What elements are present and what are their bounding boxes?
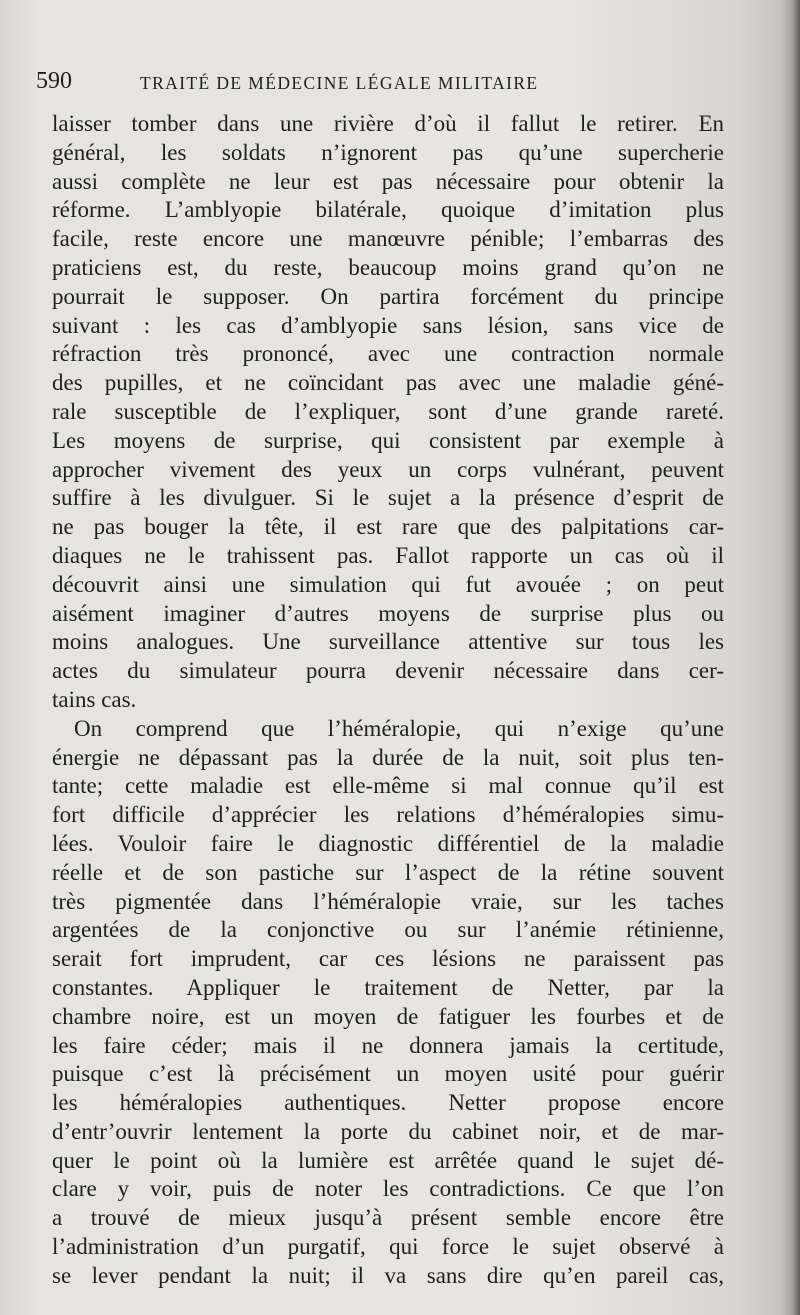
text-line: l’administration d’un purgatif, qui force le sujet observé à (52, 1234, 724, 1260)
text-line: aussi complète ne leur est pas nécessaire pour obtenir la (52, 168, 724, 194)
text-line: ne pas bouger la tête, il est rare que des palpitations car- (52, 514, 724, 540)
text-line: argentées de la conjonctive ou sur l’anémie rétinienne, (52, 917, 724, 943)
running-title: TRAITÉ DE MÉDECINE LÉGALE MILITAIRE (140, 73, 539, 93)
text-line: suffire à les divulguer. Si le sujet a la présence d’esprit de (52, 485, 724, 511)
text-line: les faire céder; mais il ne donnera jamais la certitude, (52, 1032, 724, 1058)
text-line: très pigmentée dans l’héméralopie vraie, sur les taches (52, 888, 724, 914)
text-line: d’entr’ouvrir lentement la porte du cabinet noir, et de mar- (52, 1118, 724, 1144)
text-line: général, les soldats n’ignorent pas qu’une supercherie (52, 139, 724, 165)
paragraph-end-line: tains cas. (52, 686, 137, 712)
text-line: a trouvé de mieux jusqu’à présent semble encore être (52, 1205, 724, 1231)
text-line: Les moyens de surprise, qui consistent par exemple à (52, 427, 724, 453)
text-line: pourrait le supposer. On partira forcément du principe (52, 283, 724, 309)
text-line: rale susceptible de l’expliquer, sont d’une grande rareté. (52, 398, 724, 424)
text-line: facile, reste encore une manœuvre pénible; l’embarras des (52, 226, 724, 252)
text-line: actes du simulateur pourra devenir nécessaire dans cer- (52, 658, 724, 684)
body-text (52, 110, 724, 1291)
text-line: les héméralopies authentiques. Netter propose encore (52, 1090, 724, 1116)
page-header (36, 64, 726, 98)
page-number: 590 (36, 68, 72, 94)
text-line: moins analogues. Une surveillance attentive sur tous les (52, 629, 724, 655)
text-line: réforme. L’amblyopie bilatérale, quoique d’imitation plus (52, 197, 724, 223)
text-line: découvrit ainsi une simulation qui fut avouée ; on peut (52, 571, 724, 597)
text-line: réelle et de son pastiche sur l’aspect de la rétine souvent (52, 859, 724, 885)
text-line: diaques ne le trahissent pas. Fallot rapporte un cas où il (52, 542, 724, 568)
text-line: suivant : les cas d’amblyopie sans lésion, sans vice de (52, 312, 724, 338)
text-line: fort difficile d’apprécier les relations d’héméralopies simu- (52, 802, 724, 828)
text-line: laisser tomber dans une rivière d’où il fallut le retirer. En (52, 111, 724, 136)
paragraph-start-line: On comprend que l’héméralopie, qui n’exige qu’une (74, 715, 724, 741)
text-line: constantes. Appliquer le traitement de Netter, par la (52, 974, 724, 1000)
text-line: se lever pendant la nuit; il va sans dire qu’en pareil cas, (52, 1262, 724, 1288)
text-line: clare y voir, puis de noter les contradictions. Ce que l’on (52, 1176, 724, 1202)
text-line: serait fort imprudent, car ces lésions ne paraissent pas (52, 946, 724, 972)
text-line: quer le point où la lumière est arrêtée quand le sujet dé- (52, 1147, 724, 1173)
text-line: chambre noire, est un moyen de fatiguer les fourbes et de (52, 1003, 724, 1029)
text-line: des pupilles, et ne coïncidant pas avec une maladie géné- (52, 370, 724, 396)
text-line: puisque c’est là précisément un moyen usité pour guérir (52, 1061, 724, 1087)
text-line: réfraction très prononcé, avec une contraction normale (52, 341, 724, 367)
text-line: praticiens est, du reste, beaucoup moins grand qu’on ne (52, 254, 724, 280)
text-line: aisément imaginer d’autres moyens de surprise plus ou (52, 600, 724, 626)
text-line: lées. Vouloir faire le diagnostic différentiel de la maladie (52, 830, 724, 856)
text-line: énergie ne dépassant pas la durée de la nuit, soit plus ten- (52, 744, 724, 770)
text-line: tante; cette maladie est elle-même si mal connue qu’il est (52, 773, 724, 799)
page-edge-shadow (782, 0, 800, 1315)
text-line: approcher vivement des yeux un corps vulnérant, peuvent (52, 456, 724, 482)
